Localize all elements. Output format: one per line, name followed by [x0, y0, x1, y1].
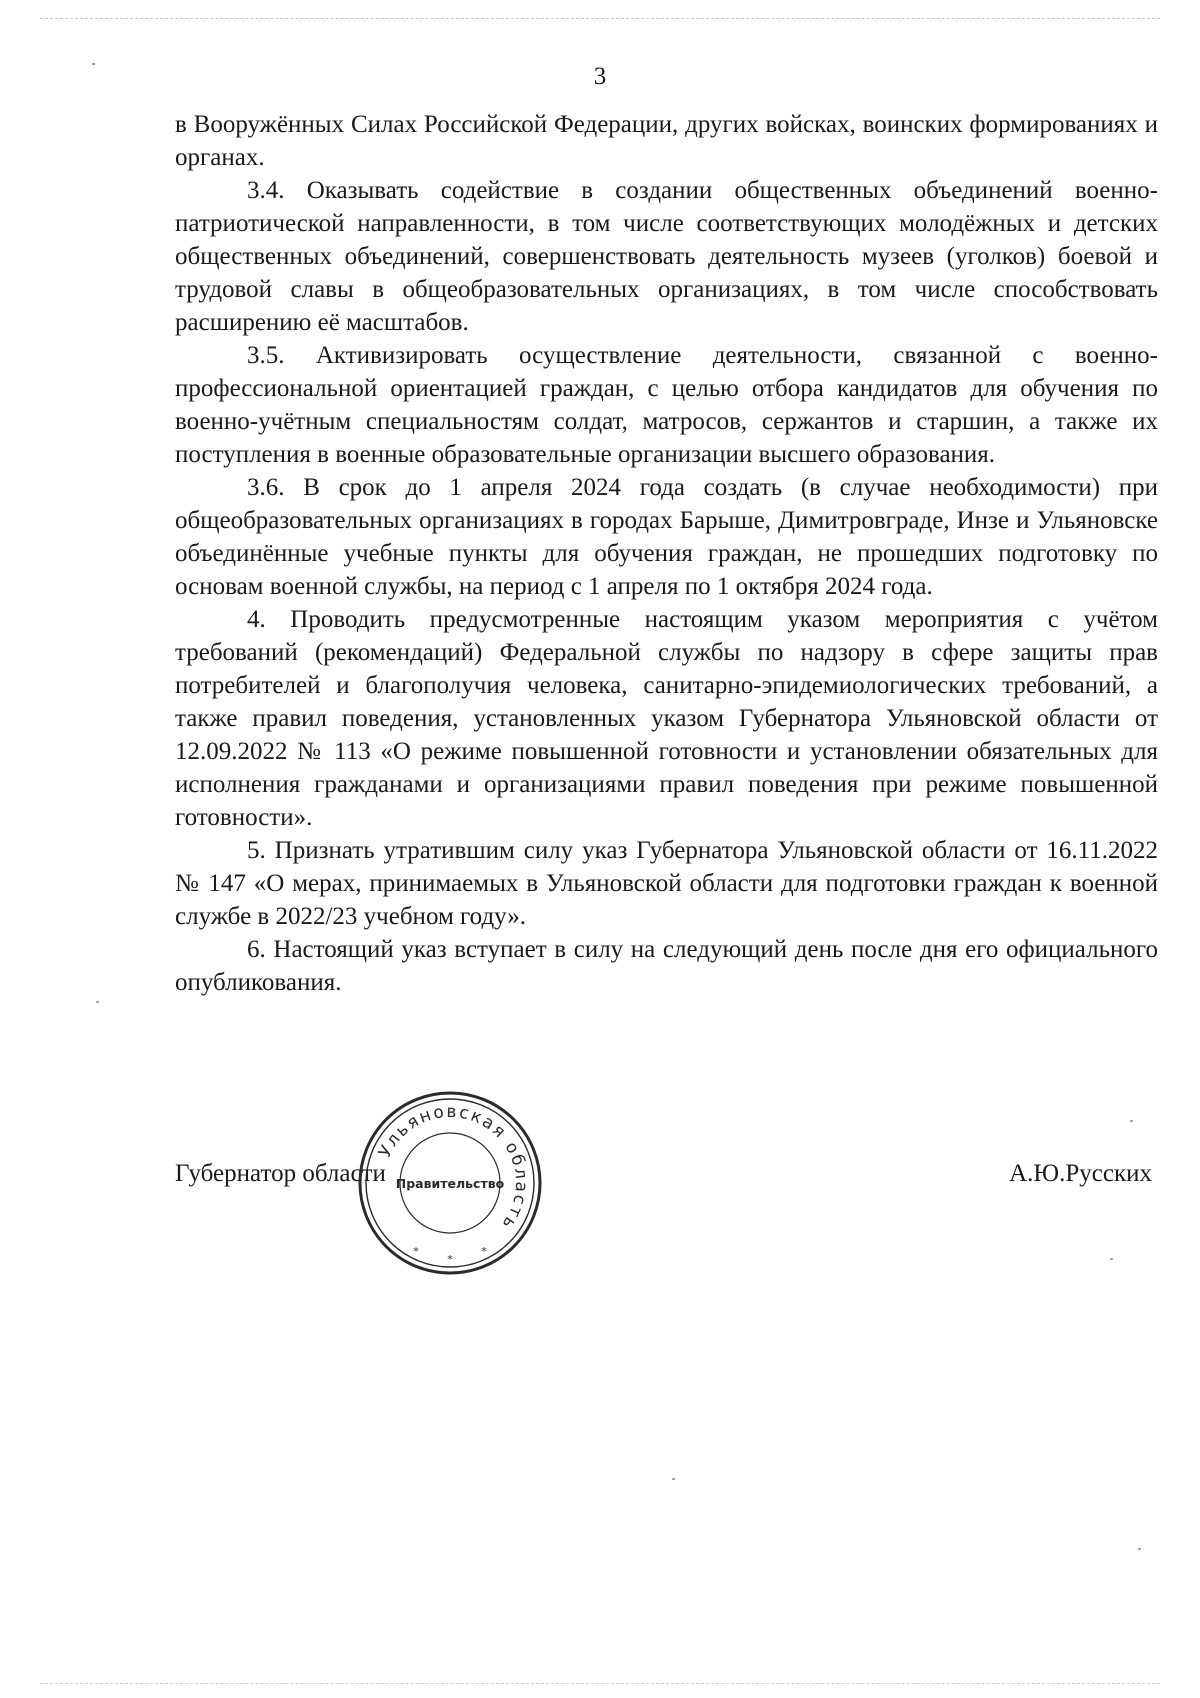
svg-text:Правительство: Правительство	[395, 1176, 505, 1191]
scan-speck	[1130, 1120, 1133, 1122]
scan-edge-bottom	[40, 1683, 1160, 1684]
document-body	[175, 108, 1158, 999]
svg-text:Ульяновская область: Ульяновская область	[374, 1101, 532, 1235]
svg-text:*: *	[481, 1245, 487, 1258]
scan-speck	[672, 1478, 675, 1480]
svg-text:*: *	[447, 1253, 453, 1266]
svg-text:*: *	[413, 1245, 419, 1258]
signatory-name: А.Ю.Русских	[1009, 1160, 1152, 1187]
page-number: 3	[593, 63, 607, 90]
paragraph-continuation: в Вооружённых Силах Российской Федерации, других войсках, воинских формированиях и органах.	[175, 111, 1158, 171]
paragraph-4: 4. Проводить предусмотренные настоящим указом мероприятия с учётом требований (рекомендаций) Федеральной службы по надзору в сфере защиты прав потребителей и благополучия человека, санитарно-эпидемиологических требований, а также правил поведения, установленных указом Губернатора Ульяновской области от 12.09.2022 № 113 «О режиме повышенной готовности и установлении обязательных для исполнения гражданами и организациями правил поведения при режиме повышенной готовности».	[175, 606, 1158, 831]
signature-block	[175, 1157, 1158, 1197]
scan-speck	[96, 1001, 99, 1003]
official-seal	[356, 1089, 544, 1277]
paragraph-3-4: 3.4. Оказывать содействие в создании общественных объединений военно-патриотической направленности, в том числе соответствующих молодёжных и детских общественных объединений, совершенствовать деятельность музеев (уголков) боевой и трудовой славы в общеобразовательных организациях, в том числе способствовать расширению её масштабов.	[175, 177, 1158, 336]
signatory-position: Губернатор области	[175, 1160, 386, 1187]
paragraph-3-5: 3.5. Активизировать осуществление деятельности, связанной с военно-профессиональной ориентацией граждан, с целью отбора кандидатов для обучения по военно-учётным специальностям солдат, матросов, сержантов и старшин, а также их поступления в военные образовательные организации высшего образования.	[175, 342, 1158, 468]
scan-speck	[1110, 1258, 1113, 1260]
paragraph-3-6: 3.6. В срок до 1 апреля 2024 года создать (в случае необходимости) при общеобразовательных организациях в городах Барыше, Димитровграде, Инзе и Ульяновске объединённые учебные пункты для обучения граждан, не прошедших подготовку по основам военной службы, на период с 1 апреля по 1 октября 2024 года.	[175, 474, 1158, 600]
paragraph-6: 6. Настоящий указ вступает в силу на следующий день после дня его официального опубликования.	[175, 936, 1158, 996]
scan-edge-top	[40, 18, 1160, 19]
paragraph-5: 5. Признать утратившим силу указ Губернатора Ульяновской области от 16.11.2022 № 147 «О мерах, принимаемых в Ульяновской области для подготовки граждан к военной службе в 2022/23 учебном году».	[175, 837, 1158, 930]
scan-speck	[1138, 1548, 1141, 1550]
